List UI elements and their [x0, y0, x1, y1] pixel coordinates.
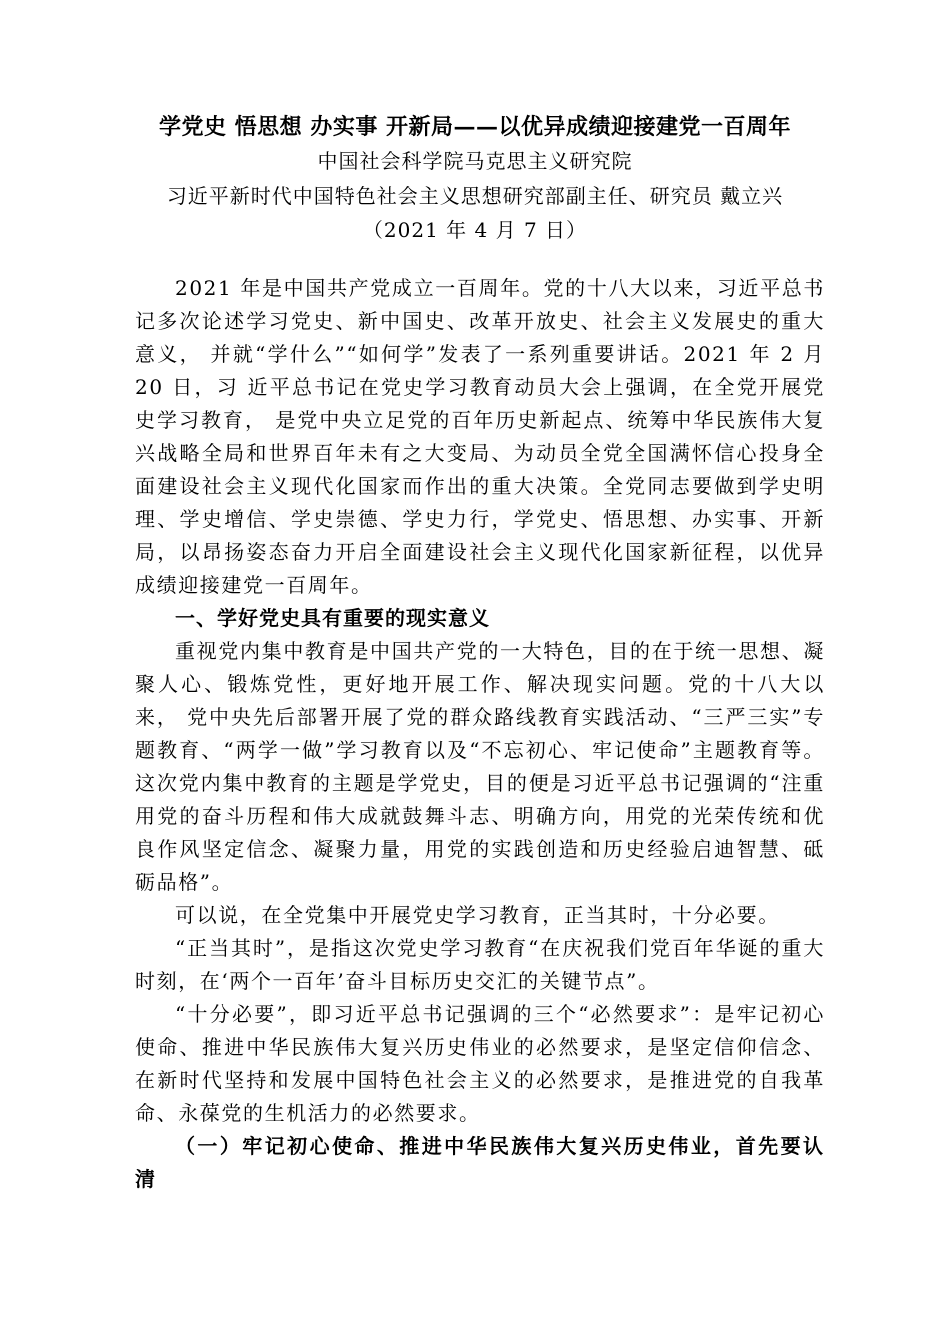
document-body [135, 272, 825, 1196]
paragraph-intro: 2021 年是中国共产党成立一百周年。党的十八大以来，习近平总书记多次论述学习党史、新中国史、改革开放史、社会主义发展史的重大意义， 并就“学什么”“如何学”发表了一系列重要讲话。2021 年 2 月 20 日，习 近平总书记在党史学习教育动员大会上强调，在全党开展党史学习教育， 是党中央立足党的百年历史新起点、统筹中华民族伟大复兴战略全局和世界百年未有之大变局、为动员全党全国满怀信心投身全面建设社会主义现代化国家而作出的重大决策。全党同志要做到学史明理、学史增信、学史崇德、学史力行，学党史、悟思想、办实事、开新局，以昂扬姿态奋力开启全面建设社会主义现代化国家新征程，以优异成绩迎接建党一百周年。 [135, 276, 825, 597]
paragraph-education: 重视党内集中教育是中国共产党的一大特色，目的在于统一思想、凝聚人心、锻炼党性，更好地开展工作、解决现实问题。党的十八大以来， 党中央先后部署开展了党的群众路线教育实践活动、“三严三实”专题教育、“两学一做”学习教育以及“不忘初心、牢记使命”主题教育等。这次党内集中教育的主题是学党史，目的便是习近平总书记强调的“注重用党的奋斗历程和伟大成就鼓舞斗志、明确方向，用党的光荣传统和优良作风坚定信念、凝聚力量，用党的实践创造和历史经验启迪智慧、砥砺品格”。 [135, 639, 825, 894]
paragraph-necessary: “十分必要”，即习近平总书记强调的三个“必然要求”：是牢记初心使命、推进中华民族伟大复兴历史伟业的必然要求，是坚定信仰信念、在新时代坚持和发展中国特色社会主义的必然要求，是推进党的自我革命、永葆党的生机活力的必然要求。 [135, 1002, 825, 1125]
date-line: （2021 年 4 月 7 日） [362, 218, 588, 242]
document-title: 学党史 悟思想 办实事 开新局——以优异成绩迎接建党一百周年 [159, 114, 791, 140]
section-heading-1: 一、学好党史具有重要的现实意义 [175, 606, 490, 630]
institution-line: 中国社会科学院马克思主义研究院 [317, 149, 633, 173]
subsection-heading-1: （一）牢记初心使命、推进中华民族伟大复兴历史伟业，首先要认清 [135, 1134, 825, 1191]
author-line: 习近平新时代中国特色社会主义思想研究部副主任、研究员 戴立兴 [166, 184, 784, 208]
paragraph-right-time: “正当其时”，是指这次党史学习教育“在庆祝我们党百年华诞的重大时刻，在‘两个一百年’奋斗目标历史交汇的关键节点”。 [135, 936, 825, 993]
paragraph-timely: 可以说，在全党集中开展党史学习教育，正当其时，十分必要。 [175, 903, 780, 927]
